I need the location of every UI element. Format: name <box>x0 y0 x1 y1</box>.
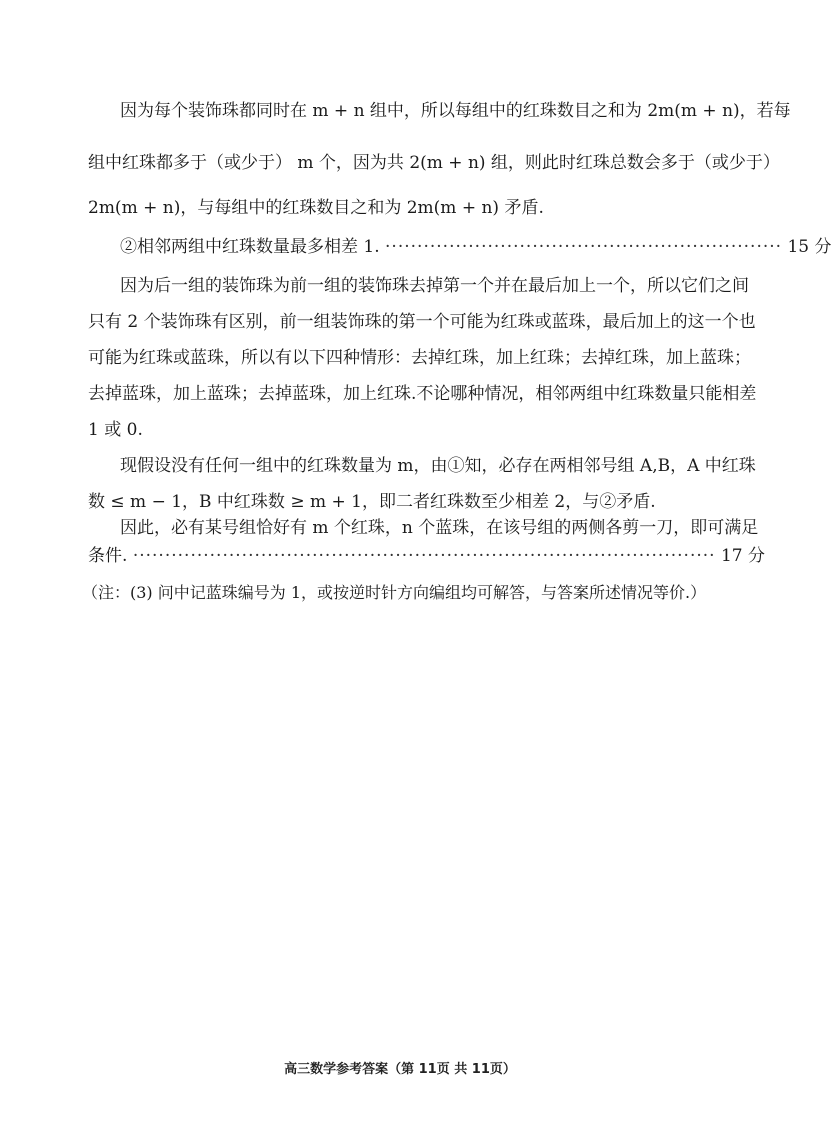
line-text: 可能为红珠或蓝珠，所以有以下四种情形：去掉红珠，加上红珠；去掉红珠，加上蓝珠； <box>88 348 751 368</box>
line-text: 2m(m + n)，与每组中的红珠数目之和为 2m(m + n) 矛盾. <box>88 198 544 218</box>
line-text: 因为每个装饰珠都同时在 m + n 组中，所以每组中的红珠数目之和为 2m(m + n)，若每 <box>120 101 791 121</box>
paragraph-line-2 <box>88 152 780 174</box>
leader-dots: ··························································································· <box>132 546 716 566</box>
line-text: 去掉蓝珠，加上蓝珠；去掉蓝珠，加上红珠.不论哪种情况，相邻两组中红珠数量只能相差 <box>88 384 757 404</box>
score-label: 17 分 <box>720 546 766 566</box>
score-label: 15 分 <box>787 237 832 257</box>
scoring-line-15 <box>120 236 832 258</box>
line-text: 条件. <box>88 546 128 566</box>
paragraph-line-6 <box>88 311 756 333</box>
line-text: 现假设没有任何一组中的红珠数量为 m，由①知，必存在两相邻号组 A,B，A 中红珠 <box>120 456 756 476</box>
scoring-line-17 <box>88 545 765 567</box>
paragraph-line-10 <box>120 455 756 477</box>
paragraph-line-1 <box>120 100 791 122</box>
paragraph-line-8 <box>88 383 756 405</box>
line-text: 因此，必有某号组恰好有 m 个红珠，n 个蓝珠，在该号组的两侧各剪一刀，即可满足 <box>120 518 759 538</box>
line-text: 只有 2 个装饰珠有区别，前一组装饰珠的第一个可能为红珠或蓝珠，最后加上的这一个也 <box>88 312 756 332</box>
paragraph-line-9 <box>88 419 143 441</box>
paragraph-line-12 <box>120 517 758 539</box>
note-line <box>82 582 706 604</box>
line-text: 因为后一组的装饰珠为前一组的装饰珠去掉第一个并在最后加上一个，所以它们之间 <box>120 276 749 296</box>
page-footer: 高三数学参考答案（第 11页 共 11页） <box>284 1062 516 1077</box>
paragraph-line-3 <box>88 197 544 219</box>
paragraph-line-7 <box>88 347 751 369</box>
line-text: 数 ≤ m − 1，B 中红珠数 ≥ m + 1，即二者红珠数至少相差 2，与②矛盾. <box>88 492 656 512</box>
line-text: ②相邻两组中红珠数量最多相差 1. <box>120 237 380 257</box>
line-text: 组中红珠都多于（或少于） m 个，因为共 2(m + n) 组，则此时红珠总数会多于（或少于） <box>88 153 780 173</box>
paragraph-line-5 <box>120 275 749 297</box>
line-text: 1 或 0. <box>88 420 143 440</box>
line-text: （注：(3) 问中记蓝珠编号为 1，或按逆时针方向编组均可解答，与答案所述情况等价.） <box>82 583 707 602</box>
paragraph-line-11 <box>88 491 656 513</box>
leader-dots: ······························································ <box>385 237 783 257</box>
